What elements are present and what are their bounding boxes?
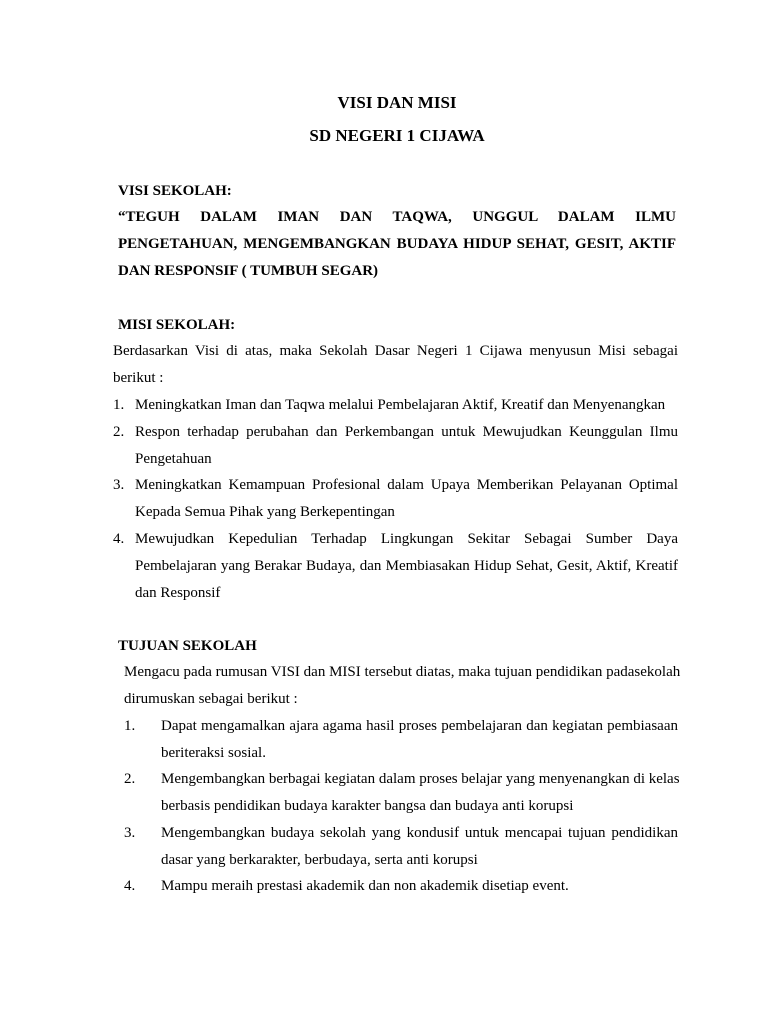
tujuan-item-4-line-1: Mampu meraih prestasi akademik dan non akademik disetiap event. — [161, 878, 569, 894]
school-name-title: SD NEGERI 1 CIJAWA — [309, 126, 485, 145]
tujuan-item-number: 3. — [124, 825, 136, 841]
tujuan-item-2-line-1: Mengembangkan berbagai kegiatan dalam proses belajar yang menyenangkan di kelas — [161, 771, 680, 787]
misi-heading: MISI SEKOLAH: — [118, 317, 236, 333]
tujuan-item-2-line-2: berbasis pendidikan budaya karakter bangsa dan budaya anti korupsi — [161, 798, 574, 814]
misi-item-2-line-2: Pengetahuan — [135, 451, 212, 467]
misi-item-2-line-1: Respon terhadap perubahan dan Perkembangan untuk Mewujudkan Keunggulan Ilmu — [135, 424, 678, 440]
tujuan-item-1-line-2: beriteraksi sosial. — [161, 745, 266, 761]
tujuan-item-1-line-1: Dapat mengamalkan ajara agama hasil proses pembelajaran dan kegiatan pembiasaan — [161, 718, 678, 734]
visi-line-2: PENGETAHUAN, MENGEMBANGKAN BUDAYA HIDUP SEHAT, GESIT, AKTIF — [118, 236, 676, 252]
misi-item-3-line-2: Kepada Semua Pihak yang Berkepentingan — [135, 504, 395, 520]
tujuan-item-number: 1. — [124, 718, 136, 734]
visi-heading: VISI SEKOLAH: — [118, 183, 232, 199]
tujuan-item-3-line-1: Mengembangkan budaya sekolah yang kondusif untuk mencapai tujuan pendidikan — [161, 825, 678, 841]
tujuan-intro-line-1: Mengacu pada rumusan VISI dan MISI tersebut diatas, maka tujuan pendidikan padasekolah — [124, 664, 681, 680]
misi-item-1-line-1: Meningkatkan Iman dan Taqwa melalui Pembelajaran Aktif, Kreatif dan Menyenangkan — [135, 397, 666, 413]
misi-item-number: 3. — [113, 477, 125, 493]
tujuan-heading: TUJUAN SEKOLAH — [118, 638, 257, 654]
misi-item-3-line-1: Meningkatkan Kemampuan Profesional dalam Upaya Memberikan Pelayanan Optimal — [135, 477, 678, 493]
document-title: VISI DAN MISI — [337, 93, 457, 112]
tujuan-item-number: 2. — [124, 771, 136, 787]
visi-line-1: “TEGUH DALAM IMAN DAN TAQWA, UNGGUL DALAM ILMU — [118, 209, 676, 225]
misi-item-4-line-2: Pembelajaran yang Berakar Budaya, dan Membiasakan Hidup Sehat, Gesit, Aktif, Kreatif — [135, 558, 678, 574]
tujuan-intro-line-2: dirumuskan sebagai berikut : — [124, 691, 298, 707]
misi-item-number: 4. — [113, 531, 125, 547]
misi-item-4-line-3: dan Responsif — [135, 585, 221, 601]
visi-line-3: DAN RESPONSIF ( TUMBUH SEGAR) — [118, 263, 379, 279]
misi-item-number: 2. — [113, 424, 125, 440]
tujuan-item-3-line-2: dasar yang berkarakter, berbudaya, serta anti korupsi — [161, 852, 478, 868]
misi-item-number: 1. — [113, 397, 125, 413]
misi-intro-line-2: berikut : — [113, 370, 164, 386]
misi-item-4-line-1: Mewujudkan Kepedulian Terhadap Lingkungan Sekitar Sebagai Sumber Daya — [135, 531, 678, 547]
misi-intro-line-1: Berdasarkan Visi di atas, maka Sekolah Dasar Negeri 1 Cijawa menyusun Misi sebagai — [113, 343, 678, 359]
tujuan-item-number: 4. — [124, 878, 136, 894]
